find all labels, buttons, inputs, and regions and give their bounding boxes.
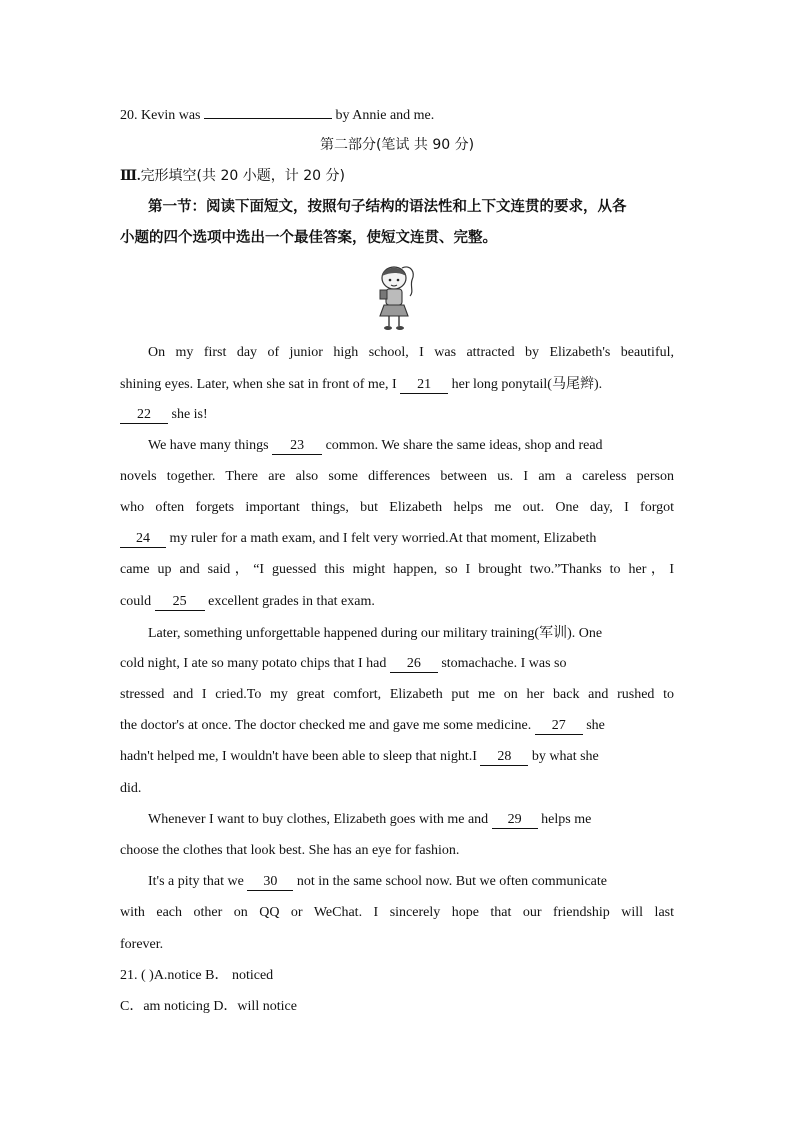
passage-line: forever.	[120, 937, 164, 952]
cloze-blank-29[interactable]: 29	[492, 812, 538, 829]
passage-line: 24 my ruler for a math exam, and I felt very worried.At that moment, Elizabeth	[120, 530, 674, 548]
passage-line: It's a pity that we 30 not in the same school now. But we often communicate	[148, 874, 607, 889]
instruction-line-2: 小题的四个选项中选出一个最佳答案，使短文连贯、完整。	[120, 230, 497, 246]
cloze-blank-30[interactable]: 30	[247, 874, 293, 891]
passage-line: On my first day of junior high school, I was attracted by Elizabeth's beautiful,	[148, 345, 674, 360]
passage-line: shining eyes. Later, when she sat in front of me, I 21 her long ponytail(马尾辫).	[120, 376, 603, 392]
passage-line: who often forgets important things, but Elizabeth helps me out. One day, I forgot	[120, 500, 674, 515]
answer-blank-20[interactable]	[204, 104, 332, 119]
question-21-options-line-1: 21. ( )A.notice B． noticed	[120, 968, 274, 983]
passage-line: the doctor's at once. The doctor checked me and gave me some medicine. 27 she	[120, 718, 605, 733]
question-21-options-line-2: C．am noticing D．will notice	[120, 999, 297, 1014]
passage-line: did.	[120, 781, 142, 796]
cloze-blank-24[interactable]: 24	[120, 531, 166, 548]
passage-line: 22 she is!	[120, 406, 674, 424]
passage-line: choose the clothes that look best. She has an eye for fashion.	[120, 843, 460, 858]
passage-line: cold night, I ate so many potato chips that I had 26 stomachache. I was so	[120, 656, 567, 671]
cloze-blank-23[interactable]: 23	[272, 438, 322, 455]
cloze-blank-25[interactable]: 25	[155, 594, 205, 611]
cloze-blank-21[interactable]: 21	[400, 377, 448, 394]
question-20: 20. Kevin was by Annie and me.	[120, 104, 674, 125]
passage-line: Later, something unforgettable happened during our military training(军训). One	[148, 625, 603, 641]
passage-line: We have many things 23 common. We share the same ideas, shop and read	[148, 438, 603, 453]
instruction-line-1: 第一节：阅读下面短文，按照句子结构的语法性和上下文连贯的要求，从各	[148, 199, 627, 215]
passage-line: novels together. There are also some differences between us. I am a careless person	[120, 469, 674, 484]
section-three-heading: Ⅲ.完形填空(共 20 小题，计 20 分)	[120, 168, 345, 184]
cloze-blank-26[interactable]: 26	[390, 656, 438, 673]
passage-line: could 25 excellent grades in that exam.	[120, 594, 375, 609]
passage-line: Whenever I want to buy clothes, Elizabeth goes with me and 29 helps me	[148, 812, 592, 827]
passage-line: hadn't helped me, I wouldn't have been able to sleep that night.I 28 by what she	[120, 749, 599, 764]
passage-line: came up and said，“I guessed this might happen, so I brought two.”Thanks to her，I	[120, 562, 674, 577]
girl-illustration	[372, 262, 418, 332]
cloze-blank-27[interactable]: 27	[535, 718, 583, 735]
cloze-blank-28[interactable]: 28	[480, 749, 528, 766]
passage-line: with each other on QQ or WeChat. I sincerely hope that our friendship will last	[120, 905, 674, 920]
cloze-blank-22[interactable]: 22	[120, 407, 168, 424]
part-two-title: 第二部分(笔试 共 90 分)	[319, 137, 475, 153]
passage-line: stressed and I cried.To my great comfort, Elizabeth put me on her back and rushed to	[120, 687, 674, 702]
